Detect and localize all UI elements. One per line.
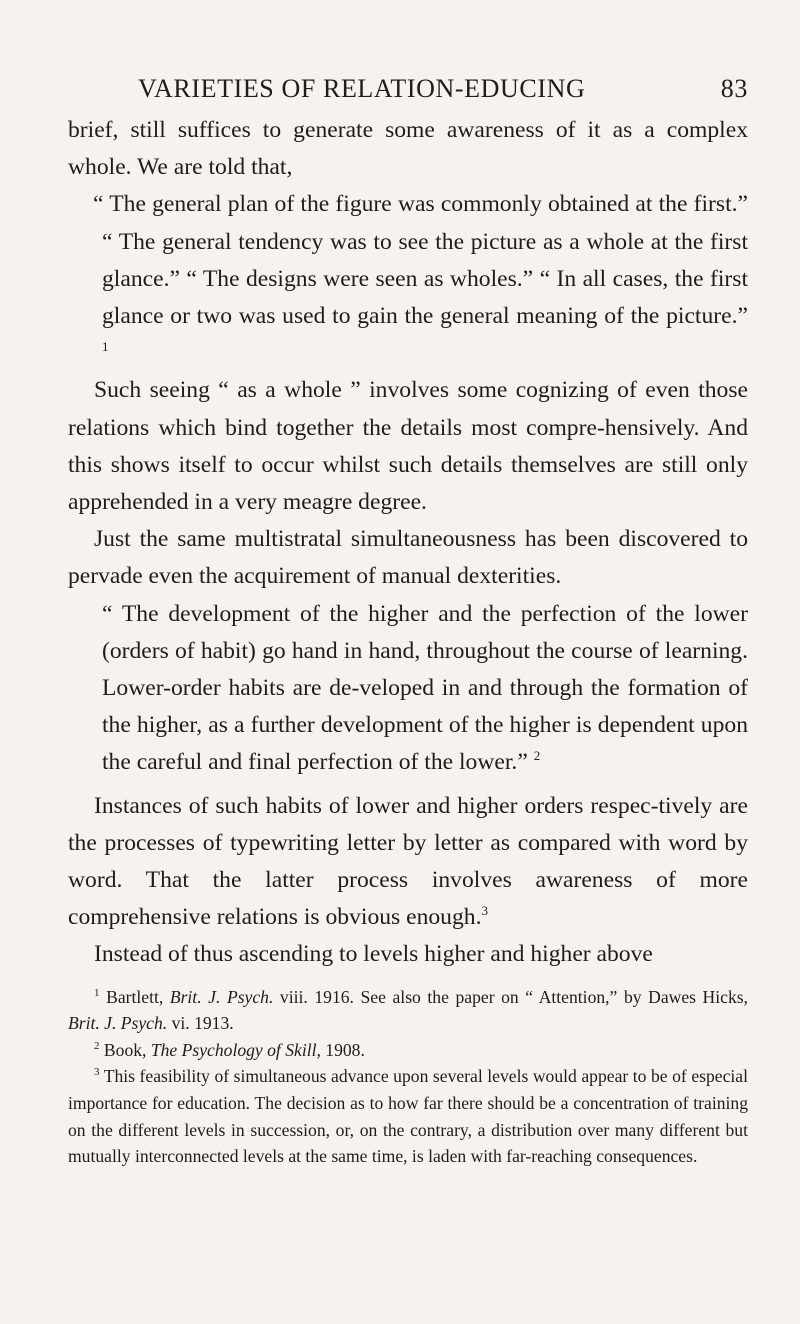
quote-1-text: “ The general plan of the figure was commonly obtained at the first.” “ The general tendency was to see the picture as a whole at the first glance.” “ The designs were seen as wholes.” “ In all cases, the first glance or two was used to gain the general meaning of the picture.” $^1$ [93, 191, 748, 355]
page-number: 83 [720, 74, 748, 103]
body-text [68, 112, 748, 974]
running-title: VARIETIES OF RELATION-EDUCING [138, 74, 586, 103]
footnote-3: $^3$ This feasibility of simultaneous advance upon several levels would appear to be of especial importance for education. The decision as to how far there should be a concentration of training on the different levels in succession, or, on the contrary, a distribution over many different but mutually interconnected levels at the same time, is laden with far-reaching consequences. [68, 1066, 748, 1167]
footnote-ref-2: 2 [533, 748, 541, 764]
quote-2-text: “ The development of the higher and the perfection of the lower (orders of habit) go hand in hand, throughout the course of learning. Lower-order habits are de-veloped in and through the formation of the higher, as a further development of the higher is dependent upon the careful and final perfection of the lower.” $^2$ [102, 600, 748, 776]
footnote-ref-3: 3 [481, 903, 488, 919]
footnote-1: $^1$ Bartlett, Brit. J. Psych. viii. 1916. See also the paper on “ Attention,” by Dawes Hicks, Brit. J. Psych. vi. 1913. [68, 986, 749, 1034]
block-quote-1 [68, 186, 748, 372]
footnotes [68, 984, 748, 1170]
paragraph-4: Instances of such habits of lower and higher orders respec-tively are the processes of typewriting letter by letter as compared with word by word. That the latter process involves awareness of more comprehensive relations is obvious enough.$^3$ [68, 792, 748, 931]
footnote-ref-1: 1 [102, 339, 109, 355]
paragraph-1: brief, still suffices to generate some awareness of it as a complex whole. We are told that, [68, 117, 748, 181]
paragraph-2: Such seeing “ as a whole ” involves some cognizing of even those relations which bind together the details most compre-hensively. And this shows itself to occur whilst such details themselves are still only apprehended in a very meagre degree. [68, 377, 748, 516]
paragraph-3: Just the same multistratal simultaneousness has been discovered to pervade even the acquirement of manual dexterities. [68, 526, 748, 590]
block-quote-2 [68, 596, 748, 782]
footnote-2: $^2$ Book, The Psychology of Skill, 1908. [94, 1039, 365, 1060]
paragraph-5: Instead of thus ascending to levels higher and higher above [94, 941, 653, 968]
running-head [68, 74, 748, 104]
